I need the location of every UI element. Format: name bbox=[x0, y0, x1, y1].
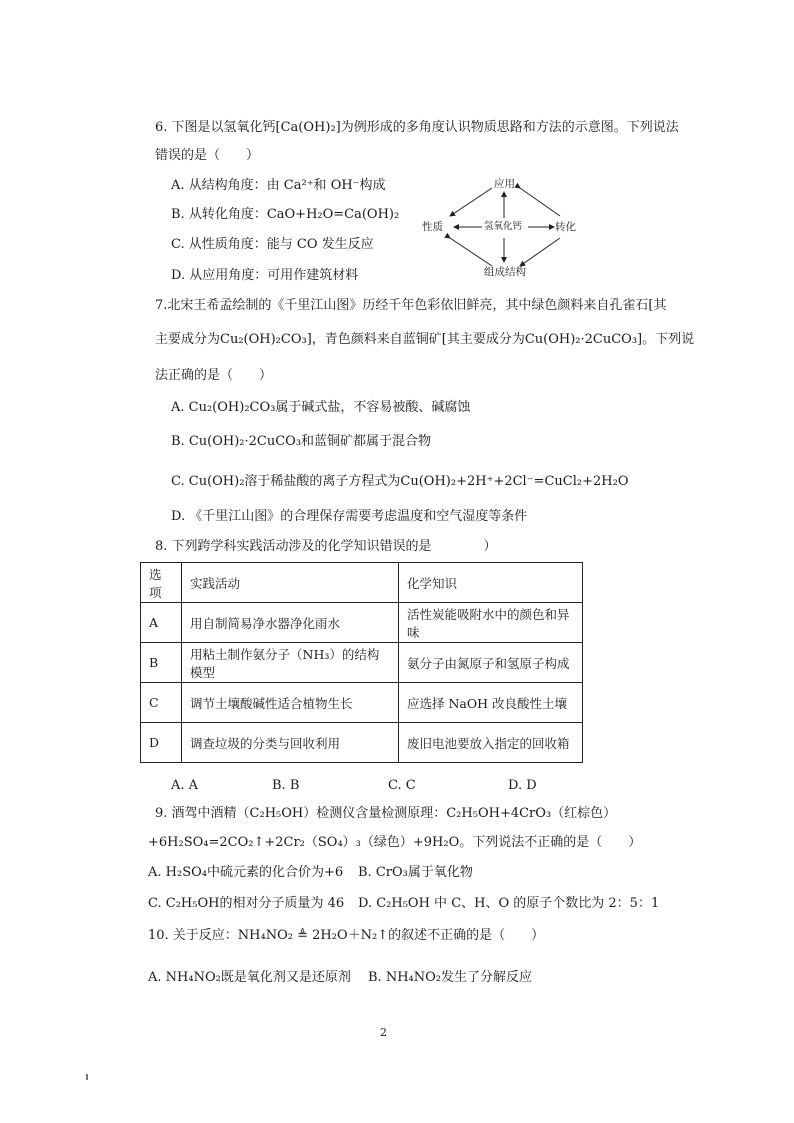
q9-stem-line1: 9. 酒驾中酒精（C₂H₅OH）检测仪含量检测原理：C₂H₅OH+4CrO₃（红棕色） bbox=[155, 806, 617, 821]
table-header-activity: 实践活动 bbox=[182, 563, 399, 603]
q8-option-d: D. D bbox=[508, 778, 537, 793]
q6-concept-diagram bbox=[420, 172, 590, 282]
arrow-property-structure bbox=[450, 238, 492, 266]
q6-stem-line1: 6. 下图是以氢氧化钙[Ca(OH)₂]为例形成的多角度认识物质思路和方法的示意图。下列说法 bbox=[155, 120, 679, 135]
table-cell-activity: 用粘土制作氨分子（NH₃）的结构模型 bbox=[182, 643, 399, 683]
q8-option-a: A. A bbox=[171, 778, 199, 793]
q7-stem-line3: 法正确的是（ ） bbox=[155, 368, 273, 383]
table-cell-knowledge: 废旧电池要放入指定的回收箱 bbox=[399, 723, 583, 763]
table-row bbox=[141, 723, 583, 763]
q9-option-c: C. C₂H₅OH的相对分子质量为 46 bbox=[148, 896, 345, 911]
table-cell-option: C bbox=[141, 683, 182, 723]
table-row bbox=[141, 683, 583, 723]
q8-table bbox=[140, 562, 583, 763]
table-cell-activity: 用自制简易净水器净化雨水 bbox=[182, 603, 399, 643]
q9-option-d: D. C₂H₅OH 中 C、H、O 的原子个数比为 2：5：1 bbox=[358, 896, 660, 911]
table-cell-knowledge: 氨分子由氮原子和氢原子构成 bbox=[399, 643, 583, 683]
q9-option-a: A. H₂SO₄中硫元素的化合价为+6 bbox=[148, 865, 344, 880]
table-cell-option: A bbox=[141, 603, 182, 643]
table-cell-activity: 调查垃圾的分类与回收利用 bbox=[182, 723, 399, 763]
table-row bbox=[141, 603, 583, 643]
q6-stem-line2: 错误的是（ ） bbox=[155, 148, 260, 163]
q7-option-d: D. 《千里江山图》的合理保存需要考虑温度和空气湿度等条件 bbox=[171, 509, 528, 524]
arrow-transform-structure bbox=[520, 238, 560, 266]
table-cell-option: B bbox=[141, 643, 182, 683]
table-cell-knowledge: 应选择 NaOH 改良酸性土壤 bbox=[399, 683, 583, 723]
q8-stem: 8. 下列跨学科实践活动涉及的化学知识错误的是 ） bbox=[155, 539, 497, 554]
table-header-option: 选项 bbox=[141, 563, 182, 603]
q9-stem-line2: +6H₂SO₄=2CO₂↑+2Cr₂（SO₄）₃（绿色）+9H₂O。下列说法不正确的是（ ） bbox=[148, 835, 642, 850]
q7-stem-line1: 7.北宋王希孟绘制的《千里江山图》历经千年色彩依旧鲜亮，其中绿色颜料来自孔雀石[其 bbox=[155, 298, 667, 313]
table-cell-activity: 调节土壤酸碱性适合植物生长 bbox=[182, 683, 399, 723]
q6-option-a: A. 从结构角度：由 Ca²⁺和 OH⁻构成 bbox=[171, 178, 386, 193]
diagram-label-structure: 组成结构 bbox=[484, 266, 526, 278]
diagram-label-application: 应用 bbox=[494, 178, 515, 190]
page-number: 2 bbox=[380, 1026, 387, 1039]
arrow-apply-property bbox=[450, 188, 492, 216]
q7-option-b: B. Cu(OH)₂·2CuCO₃和蓝铜矿都属于混合物 bbox=[171, 434, 432, 449]
table-header-row bbox=[141, 563, 583, 603]
q8-option-b: B. B bbox=[272, 778, 300, 793]
q7-option-c: C. Cu(OH)₂溶于稀盐酸的离子方程式为Cu(OH)₂+2H⁺+2Cl⁻=CuCl₂+2H₂O bbox=[171, 474, 629, 489]
q8-option-c: C. C bbox=[388, 778, 416, 793]
q10-stem: 10. 关于反应：NH₄NO₂ ≜ 2H₂O＋N₂↑的叙述不正确的是（ ） bbox=[148, 928, 545, 943]
table-header-knowledge: 化学知识 bbox=[399, 563, 583, 603]
diagram-label-property: 性质 bbox=[422, 221, 443, 233]
table-cell-option: D bbox=[141, 723, 182, 763]
q10-option-a: A. NH₄NO₂既是氧化剂又是还原剂 bbox=[148, 970, 351, 985]
q7-stem-line2: 主要成分为Cu₂(OH)₂CO₃]，青色颜料来自蓝铜矿[其主要成分为Cu(OH)₂·2CuCO₃]。下列说 bbox=[155, 332, 695, 347]
table-row bbox=[141, 643, 583, 683]
table-cell-knowledge: 活性炭能吸附水中的颜色和异味 bbox=[399, 603, 583, 643]
q10-option-b: B. NH₄NO₂发生了分解反应 bbox=[368, 970, 532, 985]
arrow-apply-transform bbox=[520, 188, 560, 216]
diagram-label-center: 氢氧化钙 bbox=[484, 221, 523, 232]
q6-option-c: C. 从性质角度：能与 CO 发生反应 bbox=[171, 237, 374, 252]
q6-option-b: B. 从转化角度：CaO+H₂O=Ca(OH)₂ bbox=[171, 207, 400, 222]
q6-option-d: D. 从应用角度：可用作建筑材料 bbox=[171, 268, 359, 283]
q9-option-b: B. CrO₃属于氧化物 bbox=[358, 865, 473, 880]
diagram-label-transform: 转化 bbox=[555, 221, 576, 233]
q7-option-a: A. Cu₂(OH)₂CO₃属于碱式盐，不容易被酸、碱腐蚀 bbox=[171, 400, 471, 415]
scan-speck bbox=[86, 1074, 88, 1080]
